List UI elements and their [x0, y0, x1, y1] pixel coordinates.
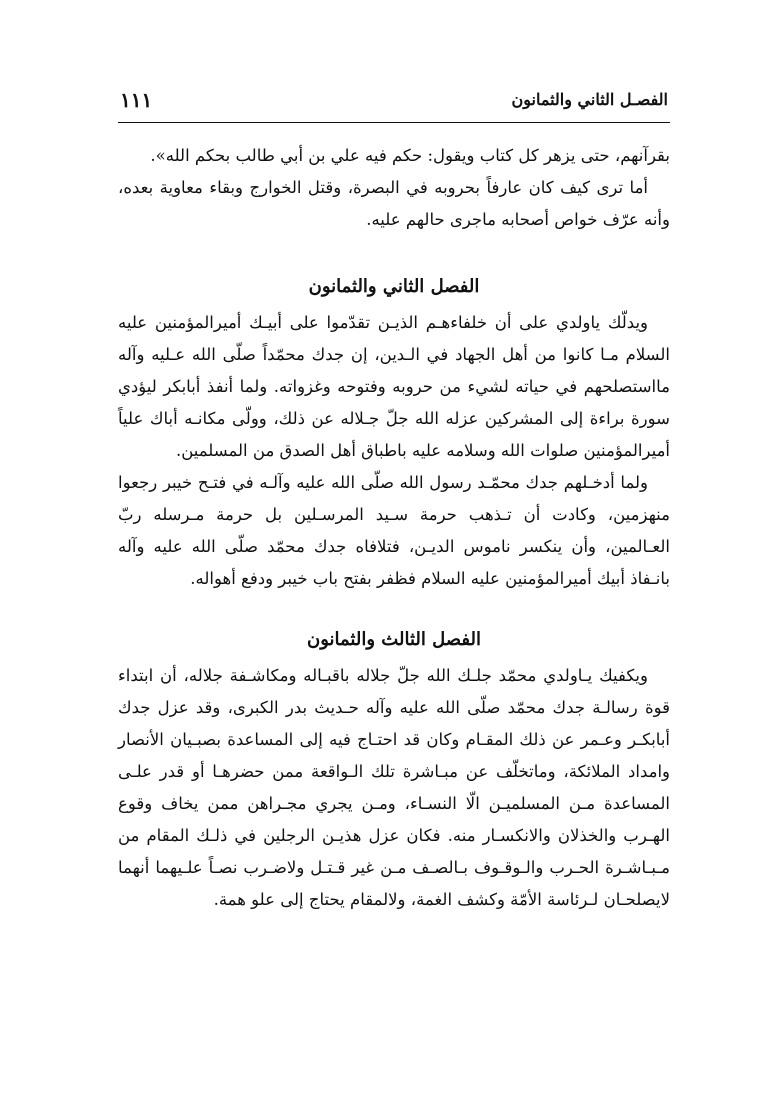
page-body	[118, 140, 670, 916]
intro-paragraph-1: بقرآنهم، حتى يزهر كل كتاب ويقول: حكم فيه علي بن أبي طالب بحكم الله».	[150, 146, 670, 165]
intro-paragraph-2: أما ترى كيف كان عارفاً بحروبه في البصرة، وقتل الخوارج وبقاء معاوية بعده، وأنه عرّف خواص أصحابه ماجرى حالهم عليه.	[118, 178, 670, 229]
section-83-title: الفصل الثالث والثمانون	[307, 629, 481, 650]
running-header	[120, 88, 668, 122]
section-82-paragraph-1: ويدلّك ياولدي على أن خلفاءهـم الذيـن تقدّموا على أبيـك أميرالمؤمنين عليه السلام مـا كانوا من أهل الجهاد في الـدين، إن جدك محمّداً صلّى الله عـليه وآله مااستصلحهم في حياته لشيء من حروبه وفتوحه وغزواته. ولما أنفذ أبابكر ليؤدي سورة براءة إلى المشركين عزله الله جلّ جـلاله عن ذلك، وولّى مكانـه أباك علياً أميرالمؤمنين صلوات الله وسلامه عليه باطباق أهل الصدق من المسلمين.	[118, 313, 670, 460]
section-82-title: الفصل الثاني والثمانون	[308, 276, 480, 297]
header-rule	[118, 122, 670, 123]
section-83-paragraph-1: ويكفيك يـاولدي محمّد جلـك الله جلّ جلاله باقبـاله ومكاشـفة جلاله، أن ابتداء قوة رسالـة جدك محمّد صلّى الله عليه وآله حـديث بدر الكبرى، وقد عزل جدك أبابكـر وعـمر عن ذلك المقـام وكان قد احتـاج فيه إلى المساعدة بصبـيان الأنصار وامداد الملائكة، وماتخلّف عن مبـاشرة تلك الـواقعة ممن حضرهـا أو قدر علـى المساعدة مـن المسلميـن الّا النسـاء، ومـن يجري مجـراهن ممن يخاف وقوع الهـرب والخذلان والانكسـار منه. فكان عزل هذيـن الرجلين في ذلـك المقام من مـبـاشـرة الحـرب والـوقـوف بـالصـف مـن غير قـتـل ولاضـرب نصـاً علـيهما أنهما لايصلحـان لـرئاسة الأمّة وكشف الغمة، ولالمقام يحتاج إلى علو همة.	[118, 666, 670, 909]
page-number: ١١١	[120, 88, 153, 112]
section-82-paragraph-2: ولما أدخـلهم جدك محمّـد رسول الله صلّى الله عليه وآلـه في فتـح خيبر رجعوا منهزمين، وكادت أن تـذهب حرمة سـيد المرسـلين بل حرمة مـرسله ربّ العـالمين، وأن ينكسر ناموس الديـن، فتلافاه جدك محمّد صلّى الله عليه وآله بانـفاذ أبيك أميرالمؤمنين عليه السلام فظفر بفتح باب خيبر ودفع أهواله.	[118, 473, 670, 588]
running-head-title: الفصـل الثاني والثمانون	[511, 90, 668, 109]
